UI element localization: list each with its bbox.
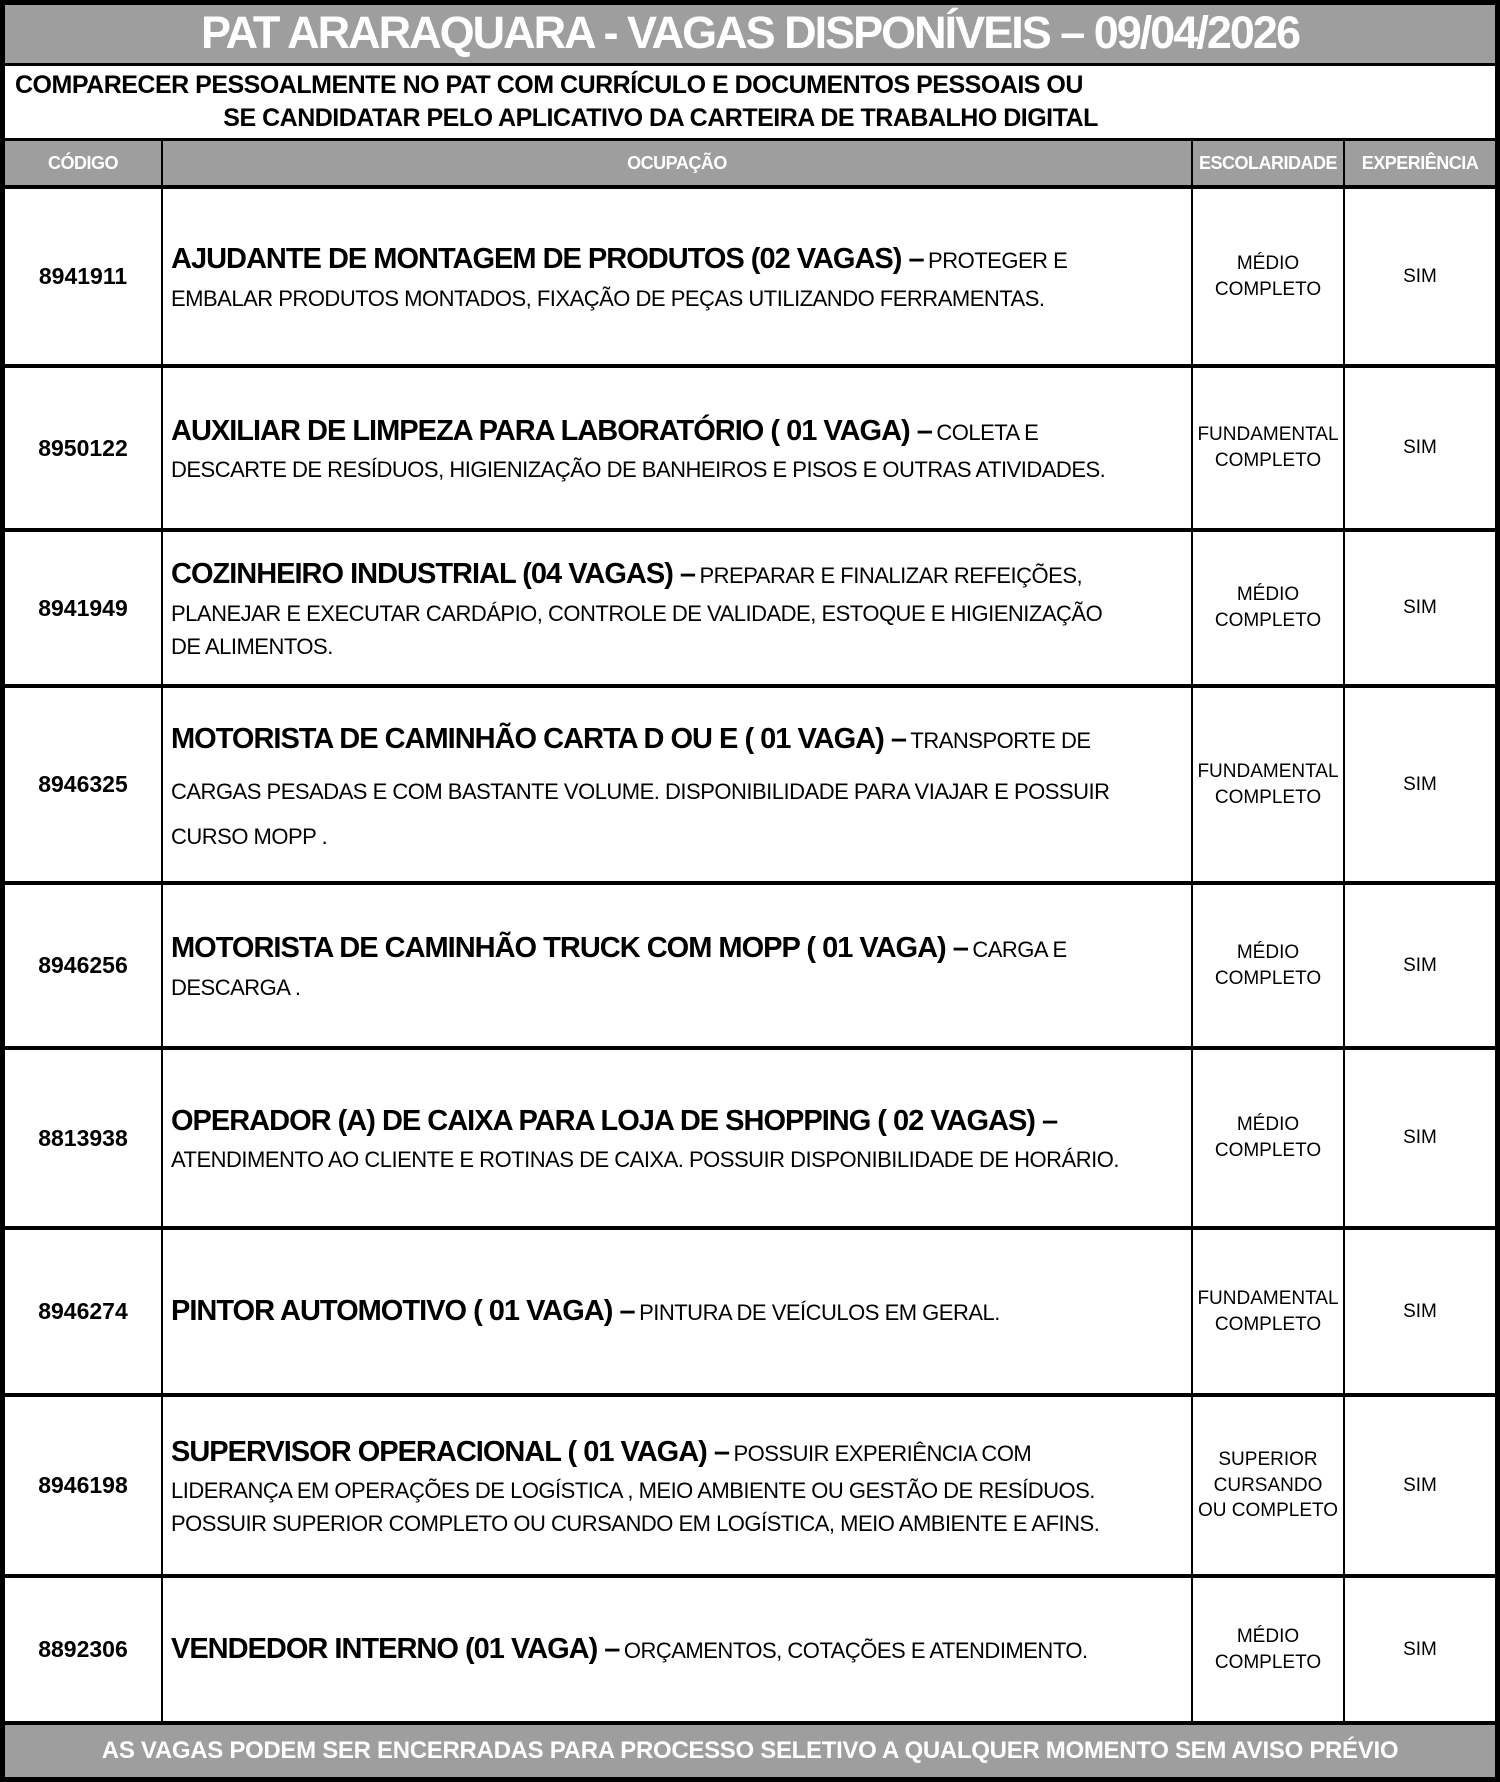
job-occupation-cell xyxy=(163,368,1193,528)
job-title: MOTORISTA DE CAMINHÃO TRUCK COM MOPP ( 01 VAGA) – xyxy=(171,932,968,965)
experience-cell: SIM xyxy=(1403,773,1437,795)
table-row xyxy=(5,1397,1495,1578)
job-code: 8813938 xyxy=(5,1050,163,1226)
education-cell: SUPERIOR CURSANDO OU COMPLETO xyxy=(1193,1397,1345,1574)
job-description: TRANSPORTE DE CARGAS PESADAS E COM BASTANTE VOLUME. DISPONIBILIDADE PARA VIAJAR E POSSUIR CURSO MOPP . xyxy=(171,727,1110,850)
experience-cell: SIM xyxy=(1403,954,1437,976)
job-code: 8946274 xyxy=(5,1230,163,1393)
job-description: ORÇAMENTOS, COTAÇÕES E ATENDIMENTO. xyxy=(623,1637,1088,1663)
education-cell: FUNDAMENTAL COMPLETO xyxy=(1193,688,1345,881)
table-row xyxy=(5,1230,1495,1397)
education-cell: MÉDIO COMPLETO xyxy=(1193,1050,1345,1226)
experience-cell: SIM xyxy=(1403,1300,1437,1322)
education-cell: MÉDIO COMPLETO xyxy=(1193,532,1345,684)
job-description: ATENDIMENTO AO CLIENTE E ROTINAS DE CAIXA. POSSUIR DISPONIBILIDADE DE HORÁRIO. xyxy=(171,1147,1119,1173)
job-occupation-cell xyxy=(163,1050,1193,1226)
page-title: PAT ARARAQUARA - VAGAS DISPONÍVEIS – 09/04/2026 xyxy=(5,5,1495,66)
notice-block xyxy=(5,66,1495,141)
table-row xyxy=(5,368,1495,532)
notice-line-2: SE CANDIDATAR PELO APLICATIVO DA CARTEIRA DE TRABALHO DIGITAL xyxy=(223,104,1098,132)
job-description: COLETA E DESCARTE DE RESÍDUOS, HIGIENIZAÇÃO DE BANHEIROS E PISOS E OUTRAS ATIVIDADES. xyxy=(171,419,1106,483)
job-title: OPERADOR (A) DE CAIXA PARA LOJA DE SHOPPING ( 02 VAGAS) – xyxy=(171,1104,1058,1137)
column-header-escolaridade: ESCOLARIDADE xyxy=(1193,141,1345,185)
job-title: PINTOR AUTOMOTIVO ( 01 VAGA) – xyxy=(171,1294,635,1327)
experience-cell: SIM xyxy=(1403,1638,1437,1660)
job-code: 8946325 xyxy=(5,688,163,881)
notice-line-1: COMPARECER PESSOALMENTE NO PAT COM CURRÍCULO E DOCUMENTOS PESSOAIS OU xyxy=(15,71,1083,99)
education-cell: FUNDAMENTAL COMPLETO xyxy=(1193,1230,1345,1393)
education-cell: MÉDIO COMPLETO xyxy=(1193,189,1345,364)
job-occupation-cell xyxy=(163,189,1193,364)
job-description: PROTEGER E EMBALAR PRODUTOS MONTADOS, FIXAÇÃO DE PEÇAS UTILIZANDO FERRAMENTAS. xyxy=(171,248,1068,311)
job-occupation-cell xyxy=(163,532,1193,684)
job-title: MOTORISTA DE CAMINHÃO CARTA D OU E ( 01 VAGA) – xyxy=(171,722,906,755)
job-title: AUXILIAR DE LIMPEZA PARA LABORATÓRIO ( 01 VAGA) – xyxy=(171,414,932,447)
job-code: 8946256 xyxy=(5,885,163,1046)
job-occupation-cell xyxy=(163,1578,1193,1721)
table-body xyxy=(5,189,1495,1725)
job-description: PINTURA DE VEÍCULOS EM GERAL. xyxy=(639,1299,1000,1325)
education-cell: FUNDAMENTAL COMPLETO xyxy=(1193,368,1345,528)
job-title: COZINHEIRO INDUSTRIAL (04 VAGAS) – xyxy=(171,558,696,591)
experience-cell: SIM xyxy=(1403,265,1437,287)
column-header-experiencia: EXPERIÊNCIA xyxy=(1361,152,1479,173)
job-code: 8941949 xyxy=(5,532,163,684)
education-cell: MÉDIO COMPLETO xyxy=(1193,1578,1345,1721)
table-row xyxy=(5,189,1495,368)
job-code: 8941911 xyxy=(5,189,163,364)
table-row xyxy=(5,688,1495,885)
table-header-row xyxy=(5,141,1495,189)
job-occupation-cell xyxy=(163,1230,1193,1393)
education-cell: MÉDIO COMPLETO xyxy=(1193,885,1345,1046)
table-row xyxy=(5,885,1495,1050)
job-code: 8892306 xyxy=(5,1578,163,1721)
table-row xyxy=(5,1578,1495,1725)
job-occupation-cell xyxy=(163,1397,1193,1574)
job-title: VENDEDOR INTERNO (01 VAGA) – xyxy=(171,1632,620,1665)
footer-note: AS VAGAS PODEM SER ENCERRADAS PARA PROCESSO SELETIVO A QUALQUER MOMENTO SEM AVISO PRÉVIO xyxy=(5,1725,1495,1777)
job-code: 8946198 xyxy=(5,1397,163,1574)
job-occupation-cell xyxy=(163,688,1193,881)
experience-cell: SIM xyxy=(1403,1127,1437,1149)
column-header-codigo: CÓDIGO xyxy=(5,141,163,185)
job-description: POSSUIR EXPERIÊNCIA COM LIDERANÇA EM OPERAÇÕES DE LOGÍSTICA , MEIO AMBIENTE OU GESTÃO DE RESÍDUOS. POSSUIR SUPERIOR COMPLETO OU CURSANDO EM LOGÍSTICA, MEIO AMBIENTE E AFINS. xyxy=(171,1440,1100,1537)
column-header-ocupacao: OCUPAÇÃO xyxy=(163,141,1193,185)
table-row xyxy=(5,532,1495,688)
job-occupation-cell xyxy=(163,885,1193,1046)
table-row xyxy=(5,1050,1495,1230)
experience-cell: SIM xyxy=(1403,1474,1437,1496)
job-title: AJUDANTE DE MONTAGEM DE PRODUTOS (02 VAGAS) – xyxy=(171,243,924,276)
job-description: CARGA E DESCARGA . xyxy=(171,937,1067,1000)
job-title: SUPERVISOR OPERACIONAL ( 01 VAGA) – xyxy=(171,1435,730,1468)
experience-cell: SIM xyxy=(1403,437,1437,459)
job-description: PREPARAR E FINALIZAR REFEIÇÕES, PLANEJAR E EXECUTAR CARDÁPIO, CONTROLE DE VALIDADE, ESTOQUE E HIGIENIZAÇÃO DE ALIMENTOS. xyxy=(171,563,1103,659)
job-code: 8950122 xyxy=(5,368,163,528)
experience-cell: SIM xyxy=(1403,597,1437,619)
